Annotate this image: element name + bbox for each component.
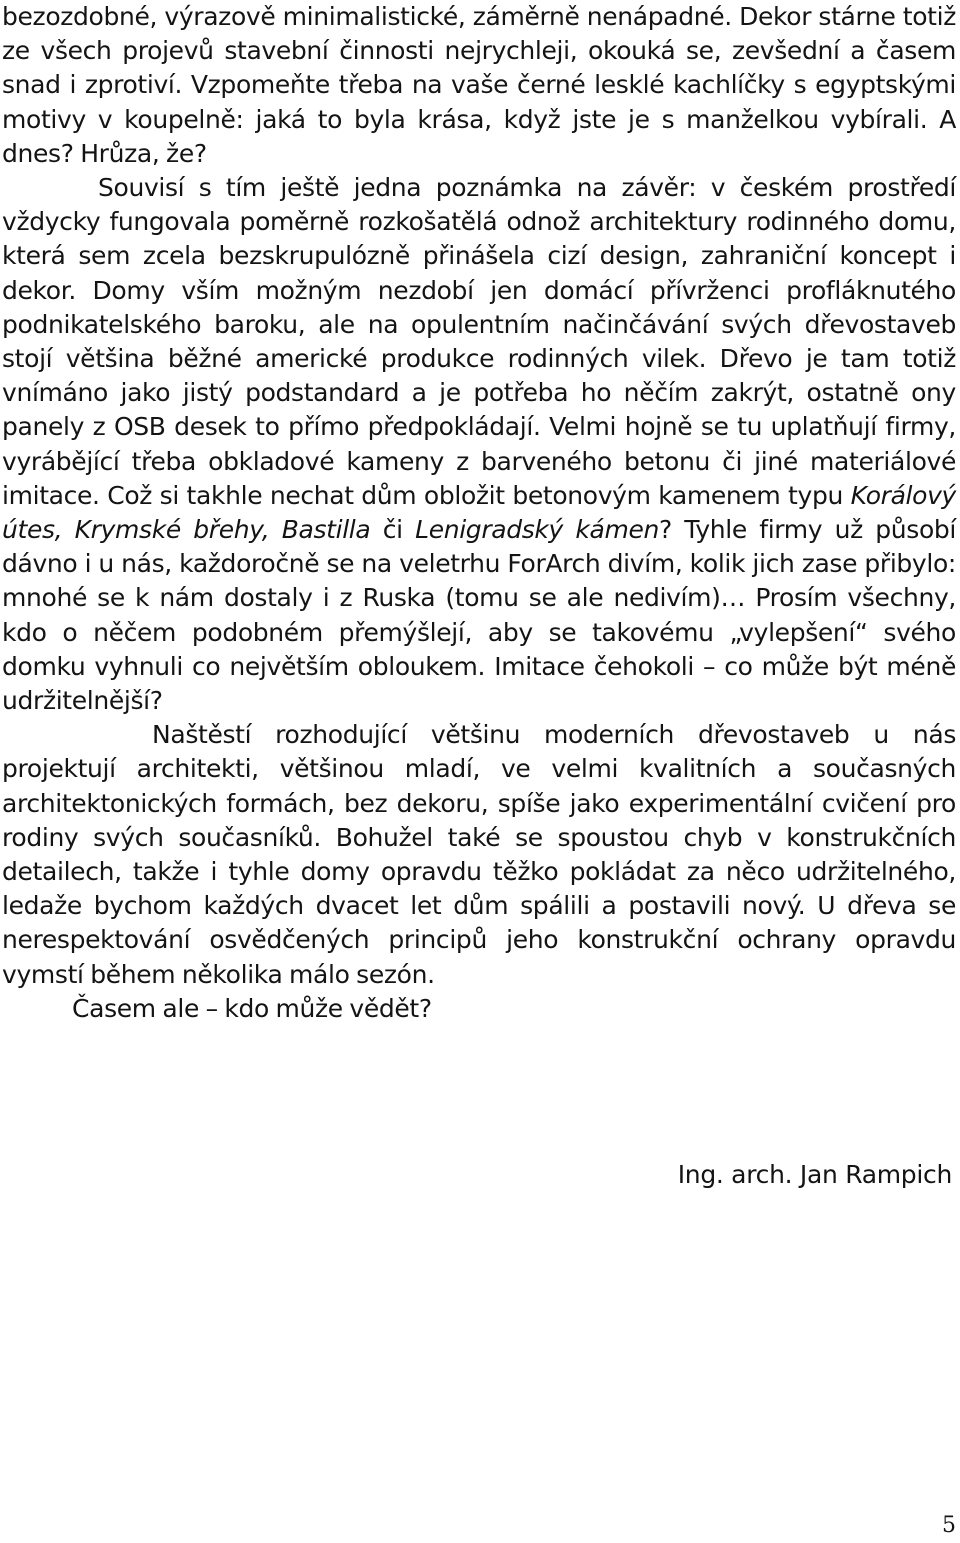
paragraph-text: Souvisí s tím ještě jedna poznámka na závěr: v českém prostředí vždycky fungovala poměrně rozkošatělá odnož architektury rodinného domu, která sem zcela bezskrupulózně přinášela cizí design, zahraniční koncept i dekor. Domy vším možným nezdobí jen domácí přívrženci profláknutého podnikatelského baroku, ale na opulentním načinčávání svých dřevostaveb stojí většina běžné americké produkce rodinných vilek. Dřevo je tam totiž vnímáno jako jistý podstandard a je potřeba ho něčím zakrýt, ostatně ony panely z OSB desek to přímo předpokládají. Velmi hojně se tu uplatňují firmy, vyrábějící třeba obkladové kameny z barveného betonu či jiné materiálové imitace. Což si takhle nechat dům obložit betonovým kamenem typu: [2, 173, 956, 510]
paragraph-text: či: [370, 515, 416, 545]
paragraph-text: Naštěstí rozhodující většinu moderních dřevostaveb u nás projektují architekti, většinou mladí, ve velmi kvalitních a současných architektonických formách, bez dekoru, spíše jako experimentální cvičení pro rodiny svých současníků. Bohužel také se spoustou chyb v konstrukčních detailech, takže i tyhle domy opravdu těžko pokládat za něco udržitelného, ledaže bychom každých dvacet let dům spálili a postavili nový. U dřeva se nerespektování osvědčených principů jeho konstrukční ochrany opravdu vymstí během několika málo sezón.: [2, 720, 956, 989]
paragraph-text: Časem ale – kdo může vědět?: [72, 993, 432, 1023]
italic-text: Korálový útes, Krymské břehy, Bastilla: [2, 480, 956, 545]
author-signature: Ing. arch. Jan Rampich: [677, 1160, 952, 1189]
paragraph-text: bezozdobné, výrazově minimalistické, záměrně nenápadné. Dekor stárne totiž ze všech projevů stavební činnosti nejrychleji, okouká se, zevšední a časem snad i zprotiví. Vzpomeňte třeba na vaše černé lesklé kachlíčky s egyptskými motivy v koupelně: jaká to byla krása, když jste je s manželkou vybírali. A dnes? Hrůza, že?: [2, 2, 956, 168]
paragraph-closing: [2, 992, 956, 1026]
paragraph-architects: [2, 718, 956, 992]
italic-text: Lenigradský kámen: [415, 515, 659, 545]
page-number: 5: [942, 1513, 956, 1538]
paragraph-text: ? Tyhle firmy už působí dávno i u nás, každoročně se na veletrhu ForArch divím, kolik jich zase přibylo: mnohé se k nám dostaly i z Ruska (tomu se ale nedivím)… Prosím všechny, kdo o něčem podobném přemýšlejí, aby se takovému „vylepšení“ svého domku vyhnuli co největším obloukem. Imitace čehokoli – co může být méně udržitelnější?: [2, 515, 957, 716]
paragraph-continued: [2, 0, 956, 171]
article-body: [2, 0, 956, 1026]
paragraph-decor-imitation: [2, 171, 956, 718]
